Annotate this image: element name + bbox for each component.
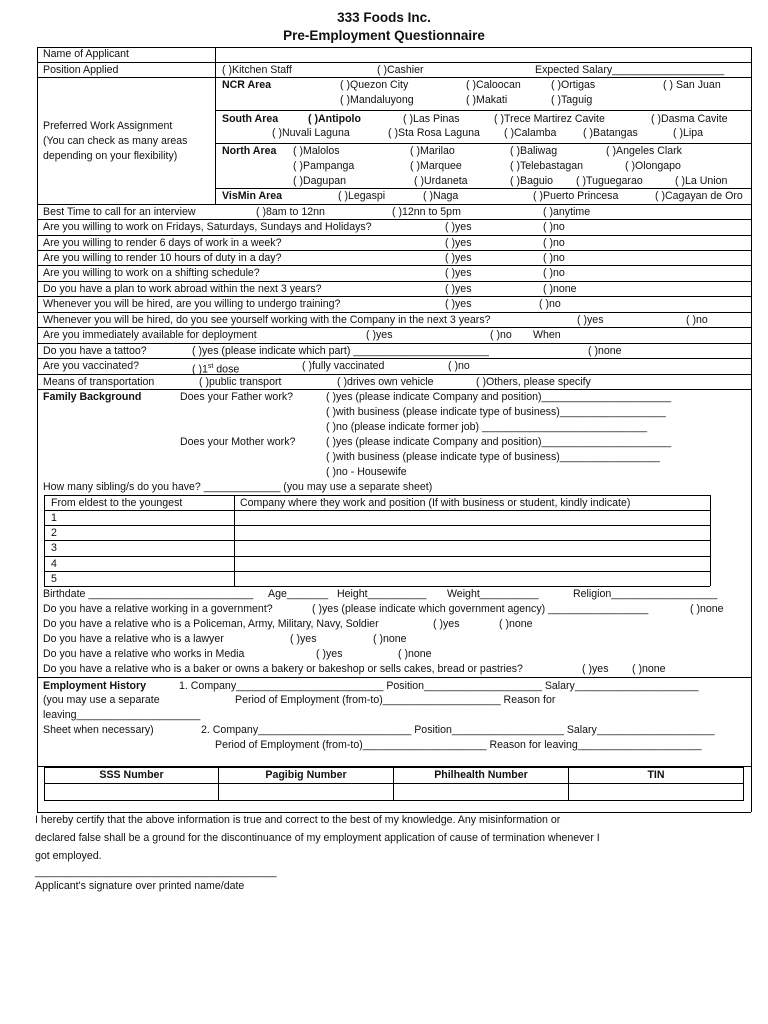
south-dasma-option[interactable]: ( )Dasma Cavite	[651, 113, 728, 125]
relative-media-yes[interactable]: ( )yes	[316, 648, 343, 660]
ncr-quezon-option[interactable]: ( )Quezon City	[340, 79, 409, 91]
preferred-work-hint: (You can check as many areas	[43, 135, 188, 147]
best-time-afternoon-option[interactable]: ( )12nn to 5pm	[392, 206, 461, 218]
vaccinated-fully[interactable]: ( )fully vaccinated	[302, 360, 385, 372]
relative-baker-none[interactable]: ( )none	[632, 663, 666, 675]
north-marquee-option[interactable]: ( )Marquee	[410, 160, 462, 172]
weight-field[interactable]: Weight__________	[447, 588, 539, 600]
north-malolos-option[interactable]: ( )Malolos	[293, 145, 340, 157]
height-field[interactable]: Height__________	[337, 588, 427, 600]
vismin-puerto-option[interactable]: ( )Puerto Princesa	[533, 190, 619, 202]
transport-question: Means of transportation	[43, 376, 155, 388]
mother-housewife-option[interactable]: ( )no - Housewife	[326, 466, 407, 478]
expected-salary-field[interactable]: Expected Salary___________________	[535, 64, 725, 76]
siblings-question: How many sibling/s do you have? _____________ (you may use a separate sheet)	[43, 481, 433, 493]
family-background-heading: Family Background	[43, 391, 142, 403]
north-olongapo-option[interactable]: ( )Olongapo	[625, 160, 681, 172]
position-label: Position Applied	[43, 64, 119, 76]
sibling-row-number: 3	[51, 542, 57, 554]
three-years-yes[interactable]: ( )yes	[577, 314, 604, 326]
north-area-label: North Area	[222, 145, 277, 157]
three-years-question: Whenever you will be hired, do you see yourself working with the Company in the next 3 years?	[43, 314, 491, 326]
preferred-work-hint-2: depending on your flexibility)	[43, 150, 178, 162]
shifting-yes[interactable]: ( )yes	[445, 267, 472, 279]
ten-hours-yes[interactable]: ( )yes	[445, 252, 472, 264]
sibling-row-number: 4	[51, 558, 57, 570]
relative-baker-yes[interactable]: ( )yes	[582, 663, 609, 675]
position-kitchen-option[interactable]: ( )Kitchen Staff	[222, 64, 292, 76]
relative-government-yes[interactable]: ( )yes (please indicate which government agency) _________________	[312, 603, 649, 615]
ncr-caloocan-option[interactable]: ( )Caloocan	[466, 79, 521, 91]
father-work-question: Does your Father work?	[180, 391, 294, 403]
deployment-when: When	[533, 329, 561, 341]
birthdate-field[interactable]: Birthdate ____________________________	[43, 588, 254, 600]
north-telebastagan-option[interactable]: ( )Telebastagan	[510, 160, 584, 172]
north-dagupan-option[interactable]: ( )Dagupan	[293, 175, 346, 187]
form-title: Pre-Employment Questionnaire	[283, 28, 485, 43]
south-lipa-option[interactable]: ( )Lipa	[673, 127, 704, 139]
relative-military-yes[interactable]: ( )yes	[433, 618, 460, 630]
sibling-row-number: 2	[51, 527, 57, 539]
ncr-taguig-option[interactable]: ( )Taguig	[551, 94, 593, 106]
position-cashier-option[interactable]: ( )Cashier	[377, 64, 424, 76]
training-no[interactable]: ( )no	[539, 298, 561, 310]
relative-military-none[interactable]: ( )none	[499, 618, 533, 630]
south-area-label: South Area	[222, 113, 279, 125]
ten-hours-no[interactable]: ( )no	[543, 252, 565, 264]
sibling-row-number: 1	[51, 512, 57, 524]
south-calamba-option[interactable]: ( )Calamba	[504, 127, 557, 139]
ncr-sanjuan-option[interactable]: ( ) San Juan	[663, 79, 721, 91]
three-years-no[interactable]: ( )no	[686, 314, 708, 326]
six-days-yes[interactable]: ( )yes	[445, 237, 472, 249]
employment-1-company[interactable]: 1. Company_________________________ Position____________________ Salary_____________________	[179, 680, 699, 692]
relative-military-question: Do you have a relative who is a Policeman, Army, Military, Navy, Soldier	[43, 618, 379, 630]
north-angeles-option[interactable]: ( )Angeles Clark	[606, 145, 682, 157]
best-time-morning-option[interactable]: ( )8am to 12nn	[256, 206, 325, 218]
shifting-no[interactable]: ( )no	[543, 267, 565, 279]
ten-hours-question: Are you willing to render 10 hours of duty in a day?	[43, 252, 282, 264]
relative-lawyer-yes[interactable]: ( )yes	[290, 633, 317, 645]
tattoo-yes[interactable]: ( )yes (please indicate which part) _______________________	[192, 345, 489, 357]
vaccinated-first-dose[interactable]: ( )1st dose	[192, 363, 240, 376]
certification-line-3: got employed.	[35, 850, 102, 862]
relative-lawyer-question: Do you have a relative who is a lawyer	[43, 633, 224, 645]
mother-yes-option[interactable]: ( )yes (please indicate Company and position)______________________	[326, 436, 672, 448]
vismin-naga-option[interactable]: ( )Naga	[423, 190, 459, 202]
relative-media-question: Do you have a relative who works in Media	[43, 648, 245, 660]
preferred-work-label: Preferred Work Assignment	[43, 120, 173, 132]
north-launion-option[interactable]: ( )La Union	[675, 175, 728, 187]
employment-2-company[interactable]: 2. Company__________________________ Position___________________ Salary____________________	[201, 724, 715, 736]
ncr-makati-option[interactable]: ( )Makati	[466, 94, 508, 106]
certification-line-2: declared false shall be a ground for the discontinuance of my employment application of cause of termination whenever I	[35, 832, 600, 844]
father-yes-option[interactable]: ( )yes (please indicate Company and position)______________________	[326, 391, 672, 403]
tattoo-question: Do you have a tattoo?	[43, 345, 147, 357]
six-days-question: Are you willing to render 6 days of work in a week?	[43, 237, 282, 249]
south-antipolo-option[interactable]: ( )Antipolo	[308, 113, 361, 125]
abroad-question: Do you have a plan to work abroad within the next 3 years?	[43, 283, 322, 295]
north-baliwag-option[interactable]: ( )Baliwag	[510, 145, 558, 157]
employment-1-period[interactable]: Period of Employment (from-to)____________________ Reason for	[235, 694, 556, 706]
weekend-work-question: Are you willing to work on Fridays, Saturdays, Sundays and Holidays?	[43, 221, 372, 233]
sss-number-header: SSS Number	[99, 769, 164, 781]
south-starosa-option[interactable]: ( )Sta Rosa Laguna	[388, 127, 480, 139]
abroad-yes[interactable]: ( )yes	[445, 283, 472, 295]
ncr-mandaluyong-option[interactable]: ( )Mandaluyong	[340, 94, 414, 106]
religion-field[interactable]: Religion__________________	[573, 588, 718, 600]
weekend-work-yes[interactable]: ( )yes	[445, 221, 472, 233]
company-name: 333 Foods Inc.	[337, 10, 431, 25]
south-laspinas-option[interactable]: ( )Las Pinas	[403, 113, 460, 125]
six-days-no[interactable]: ( )no	[543, 237, 565, 249]
age-field[interactable]: Age_______	[268, 588, 329, 600]
abroad-none[interactable]: ( )none	[543, 283, 577, 295]
relative-government-none[interactable]: ( )none	[690, 603, 724, 615]
deployment-yes[interactable]: ( )yes	[366, 329, 393, 341]
vismin-area-label: VisMin Area	[222, 190, 283, 202]
father-no-option[interactable]: ( )no (please indicate former job) ____________________________	[326, 421, 647, 433]
applicant-name-label: Name of Applicant	[43, 48, 129, 60]
south-trece-option[interactable]: ( )Trece Martirez Cavite	[494, 113, 605, 125]
siblings-col-company: Company where they work and position (If with business or student, kindly indicate)	[240, 497, 631, 509]
north-tuguegarao-option[interactable]: ( )Tuguegarao	[576, 175, 643, 187]
vismin-cagayan-option[interactable]: ( )Cagayan de Oro	[655, 190, 743, 202]
mother-work-question: Does your Mother work?	[180, 436, 296, 448]
certification-line-1: I hereby certify that the above information is true and correct to the best of my knowledge. Any misinformation or	[35, 814, 561, 826]
deployment-no[interactable]: ( )no	[490, 329, 512, 341]
relative-baker-question: Do you have a relative who is a baker or owns a bakery or bakeshop or sells cakes, bread or pastries?	[43, 663, 523, 675]
north-urdaneta-option[interactable]: ( )Urdaneta	[414, 175, 468, 187]
best-time-label: Best Time to call for an interview	[43, 206, 196, 218]
transport-own-vehicle[interactable]: ( )drives own vehicle	[337, 376, 434, 388]
transport-public[interactable]: ( )public transport	[199, 376, 282, 388]
relative-government-question: Do you have a relative working in a government?	[43, 603, 273, 615]
north-marilao-option[interactable]: ( )Marilao	[410, 145, 455, 157]
tin-header: TIN	[647, 769, 665, 781]
south-batangas-option[interactable]: ( )Batangas	[583, 127, 638, 139]
pagibig-number-header: Pagibig Number	[265, 769, 347, 781]
north-baguio-option[interactable]: ( )Baguio	[510, 175, 553, 187]
employment-history-hint: (you may use a separate	[43, 694, 160, 706]
ncr-area-label: NCR Area	[222, 79, 272, 91]
training-question: Whenever you will be hired, are you willing to undergo training?	[43, 298, 341, 310]
father-business-option[interactable]: ( )with business (please indicate type of business)__________________	[326, 406, 666, 418]
sibling-row-number: 5	[51, 573, 57, 585]
vismin-legaspi-option[interactable]: ( )Legaspi	[338, 190, 386, 202]
vaccinated-question: Are you vaccinated?	[43, 360, 139, 372]
vaccinated-no[interactable]: ( )no	[448, 360, 470, 372]
ncr-ortigas-option[interactable]: ( )Ortigas	[551, 79, 596, 91]
north-pampanga-option[interactable]: ( )Pampanga	[293, 160, 355, 172]
relative-lawyer-none[interactable]: ( )none	[373, 633, 407, 645]
best-time-anytime-option[interactable]: ( )anytime	[543, 206, 591, 218]
employment-2-period[interactable]: Period of Employment (from-to)_____________________ Reason for leaving_____________________	[215, 739, 702, 751]
shifting-question: Are you willing to work on a shifting schedule?	[43, 267, 260, 279]
mother-business-option[interactable]: ( )with business (please indicate type of business)_________________	[326, 451, 660, 463]
signature-line[interactable]: _________________________________________	[35, 866, 277, 878]
training-yes[interactable]: ( )yes	[445, 298, 472, 310]
employment-history-hint-2: Sheet when necessary)	[43, 724, 154, 736]
signature-label: Applicant's signature over printed name/date	[35, 880, 245, 892]
relative-media-none[interactable]: ( )none	[398, 648, 432, 660]
south-nuvali-option[interactable]: ( )Nuvali Laguna	[272, 127, 350, 139]
transport-others[interactable]: ( )Others, please specify	[476, 376, 591, 388]
weekend-work-no[interactable]: ( )no	[543, 221, 565, 233]
applicant-name-field[interactable]	[216, 48, 750, 62]
philhealth-number-header: Philhealth Number	[434, 769, 528, 781]
employment-1-reason[interactable]: leaving_____________________	[43, 709, 201, 721]
siblings-col-eldest: From eldest to the youngest	[51, 497, 183, 509]
employment-history-heading: Employment History	[43, 680, 147, 692]
deployment-question: Are you immediately available for deployment	[43, 329, 257, 341]
tattoo-none[interactable]: ( )none	[588, 345, 622, 357]
